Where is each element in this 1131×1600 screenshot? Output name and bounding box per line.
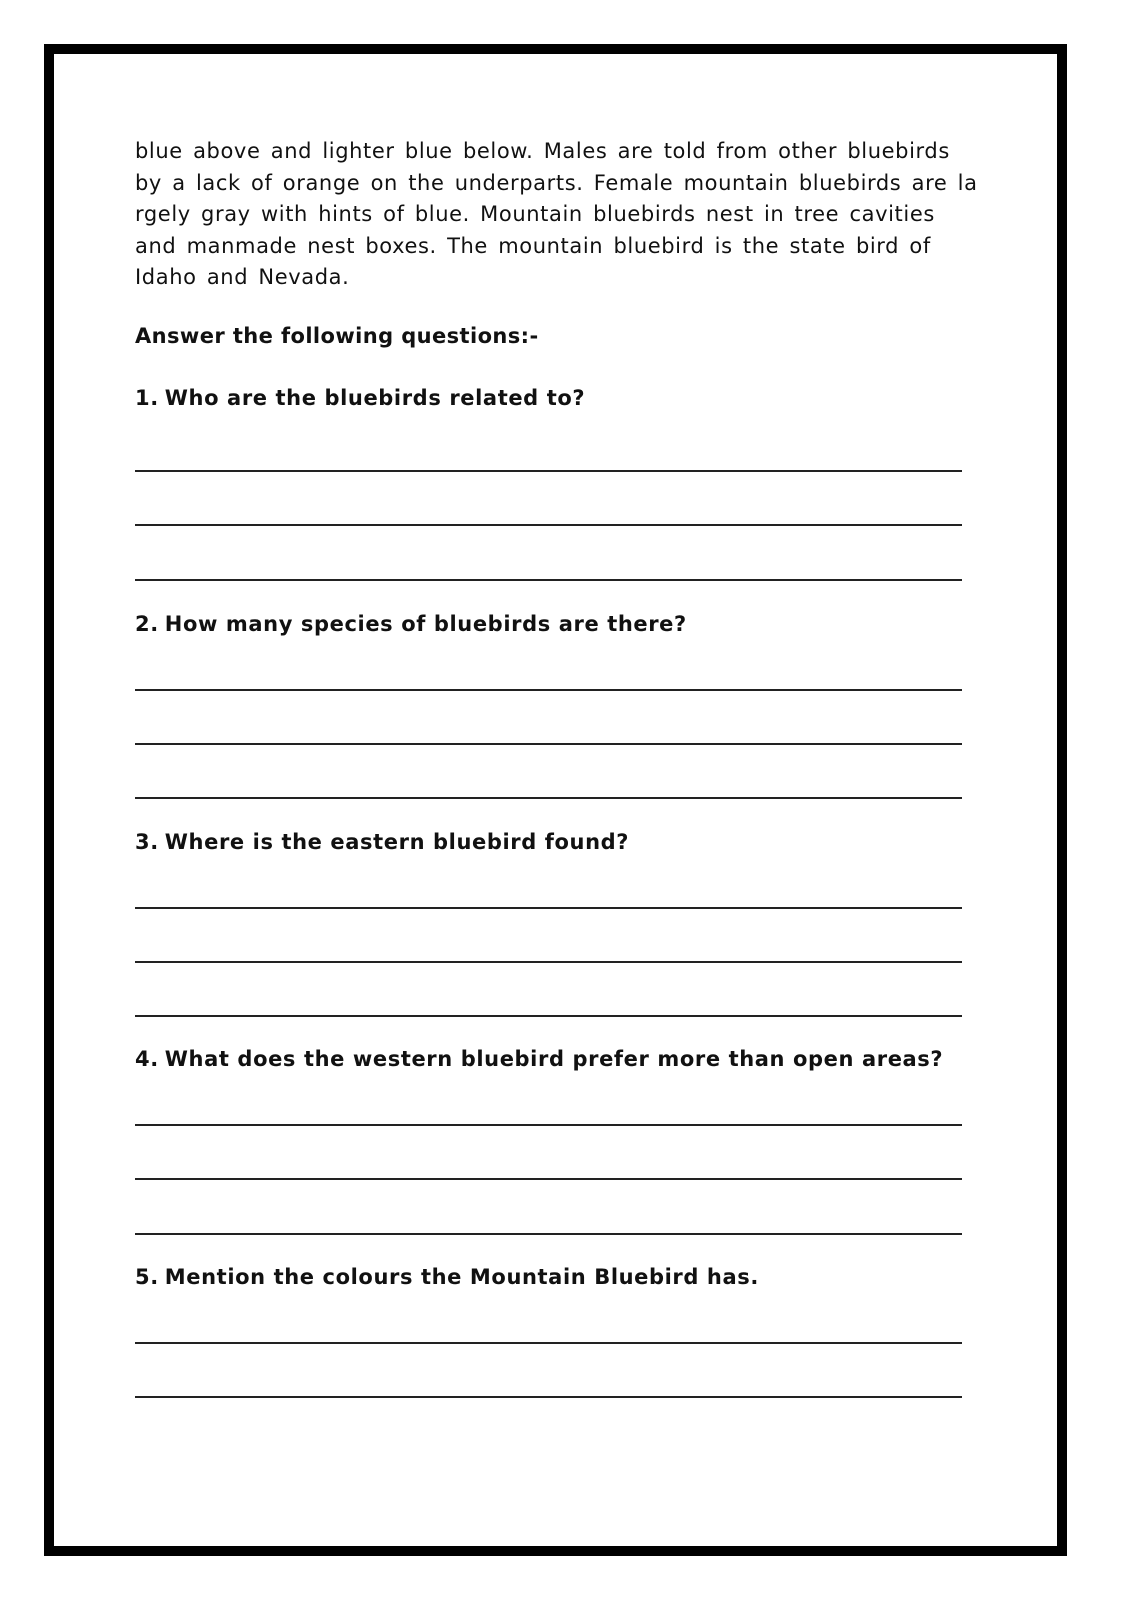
- passage-line: by a lack of orange on the underparts. Female mountain bluebirds are la: [135, 170, 978, 195]
- question-1: [135, 386, 585, 410]
- question-number: 3.: [135, 830, 159, 854]
- question-number: 4.: [135, 1047, 159, 1071]
- answer-line[interactable]: [135, 1233, 962, 1235]
- passage-line: and manmade nest boxes. The mountain bluebird is the state bird of: [135, 233, 931, 258]
- question-5: [135, 1265, 759, 1289]
- passage-line: blue above and lighter blue below. Males are told from other bluebirds: [135, 139, 950, 163]
- questions-heading: Answer the following questions:-: [135, 324, 539, 348]
- question-text: What does the western bluebird prefer more than open areas?: [164, 1047, 944, 1071]
- answer-line[interactable]: [135, 1178, 962, 1180]
- question-number: 1.: [135, 386, 159, 410]
- answer-line[interactable]: [135, 1015, 962, 1017]
- answer-line[interactable]: [135, 907, 962, 909]
- answer-line[interactable]: [135, 797, 962, 799]
- question-3: [135, 830, 629, 854]
- reading-passage: [135, 136, 978, 294]
- answer-line[interactable]: [135, 743, 962, 745]
- answer-line[interactable]: [135, 961, 962, 963]
- passage-line: rgely gray with hints of blue. Mountain bluebirds nest in tree cavities: [135, 202, 935, 226]
- answer-line[interactable]: [135, 470, 962, 472]
- question-text: Where is the eastern bluebird found?: [164, 830, 630, 854]
- question-2: [135, 612, 687, 636]
- question-4: [135, 1047, 943, 1071]
- answer-line[interactable]: [135, 1342, 962, 1344]
- question-text: Mention the colours the Mountain Bluebird has.: [164, 1265, 759, 1289]
- question-text: Who are the bluebirds related to?: [164, 386, 586, 410]
- question-number: 2.: [135, 612, 159, 636]
- answer-line[interactable]: [135, 689, 962, 691]
- answer-line[interactable]: [135, 1124, 962, 1126]
- question-number: 5.: [135, 1265, 159, 1289]
- passage-line: Idaho and Nevada.: [135, 265, 350, 289]
- question-text: How many species of bluebirds are there?: [164, 612, 687, 636]
- answer-line[interactable]: [135, 524, 962, 526]
- answer-line[interactable]: [135, 1396, 962, 1398]
- answer-line[interactable]: [135, 579, 962, 581]
